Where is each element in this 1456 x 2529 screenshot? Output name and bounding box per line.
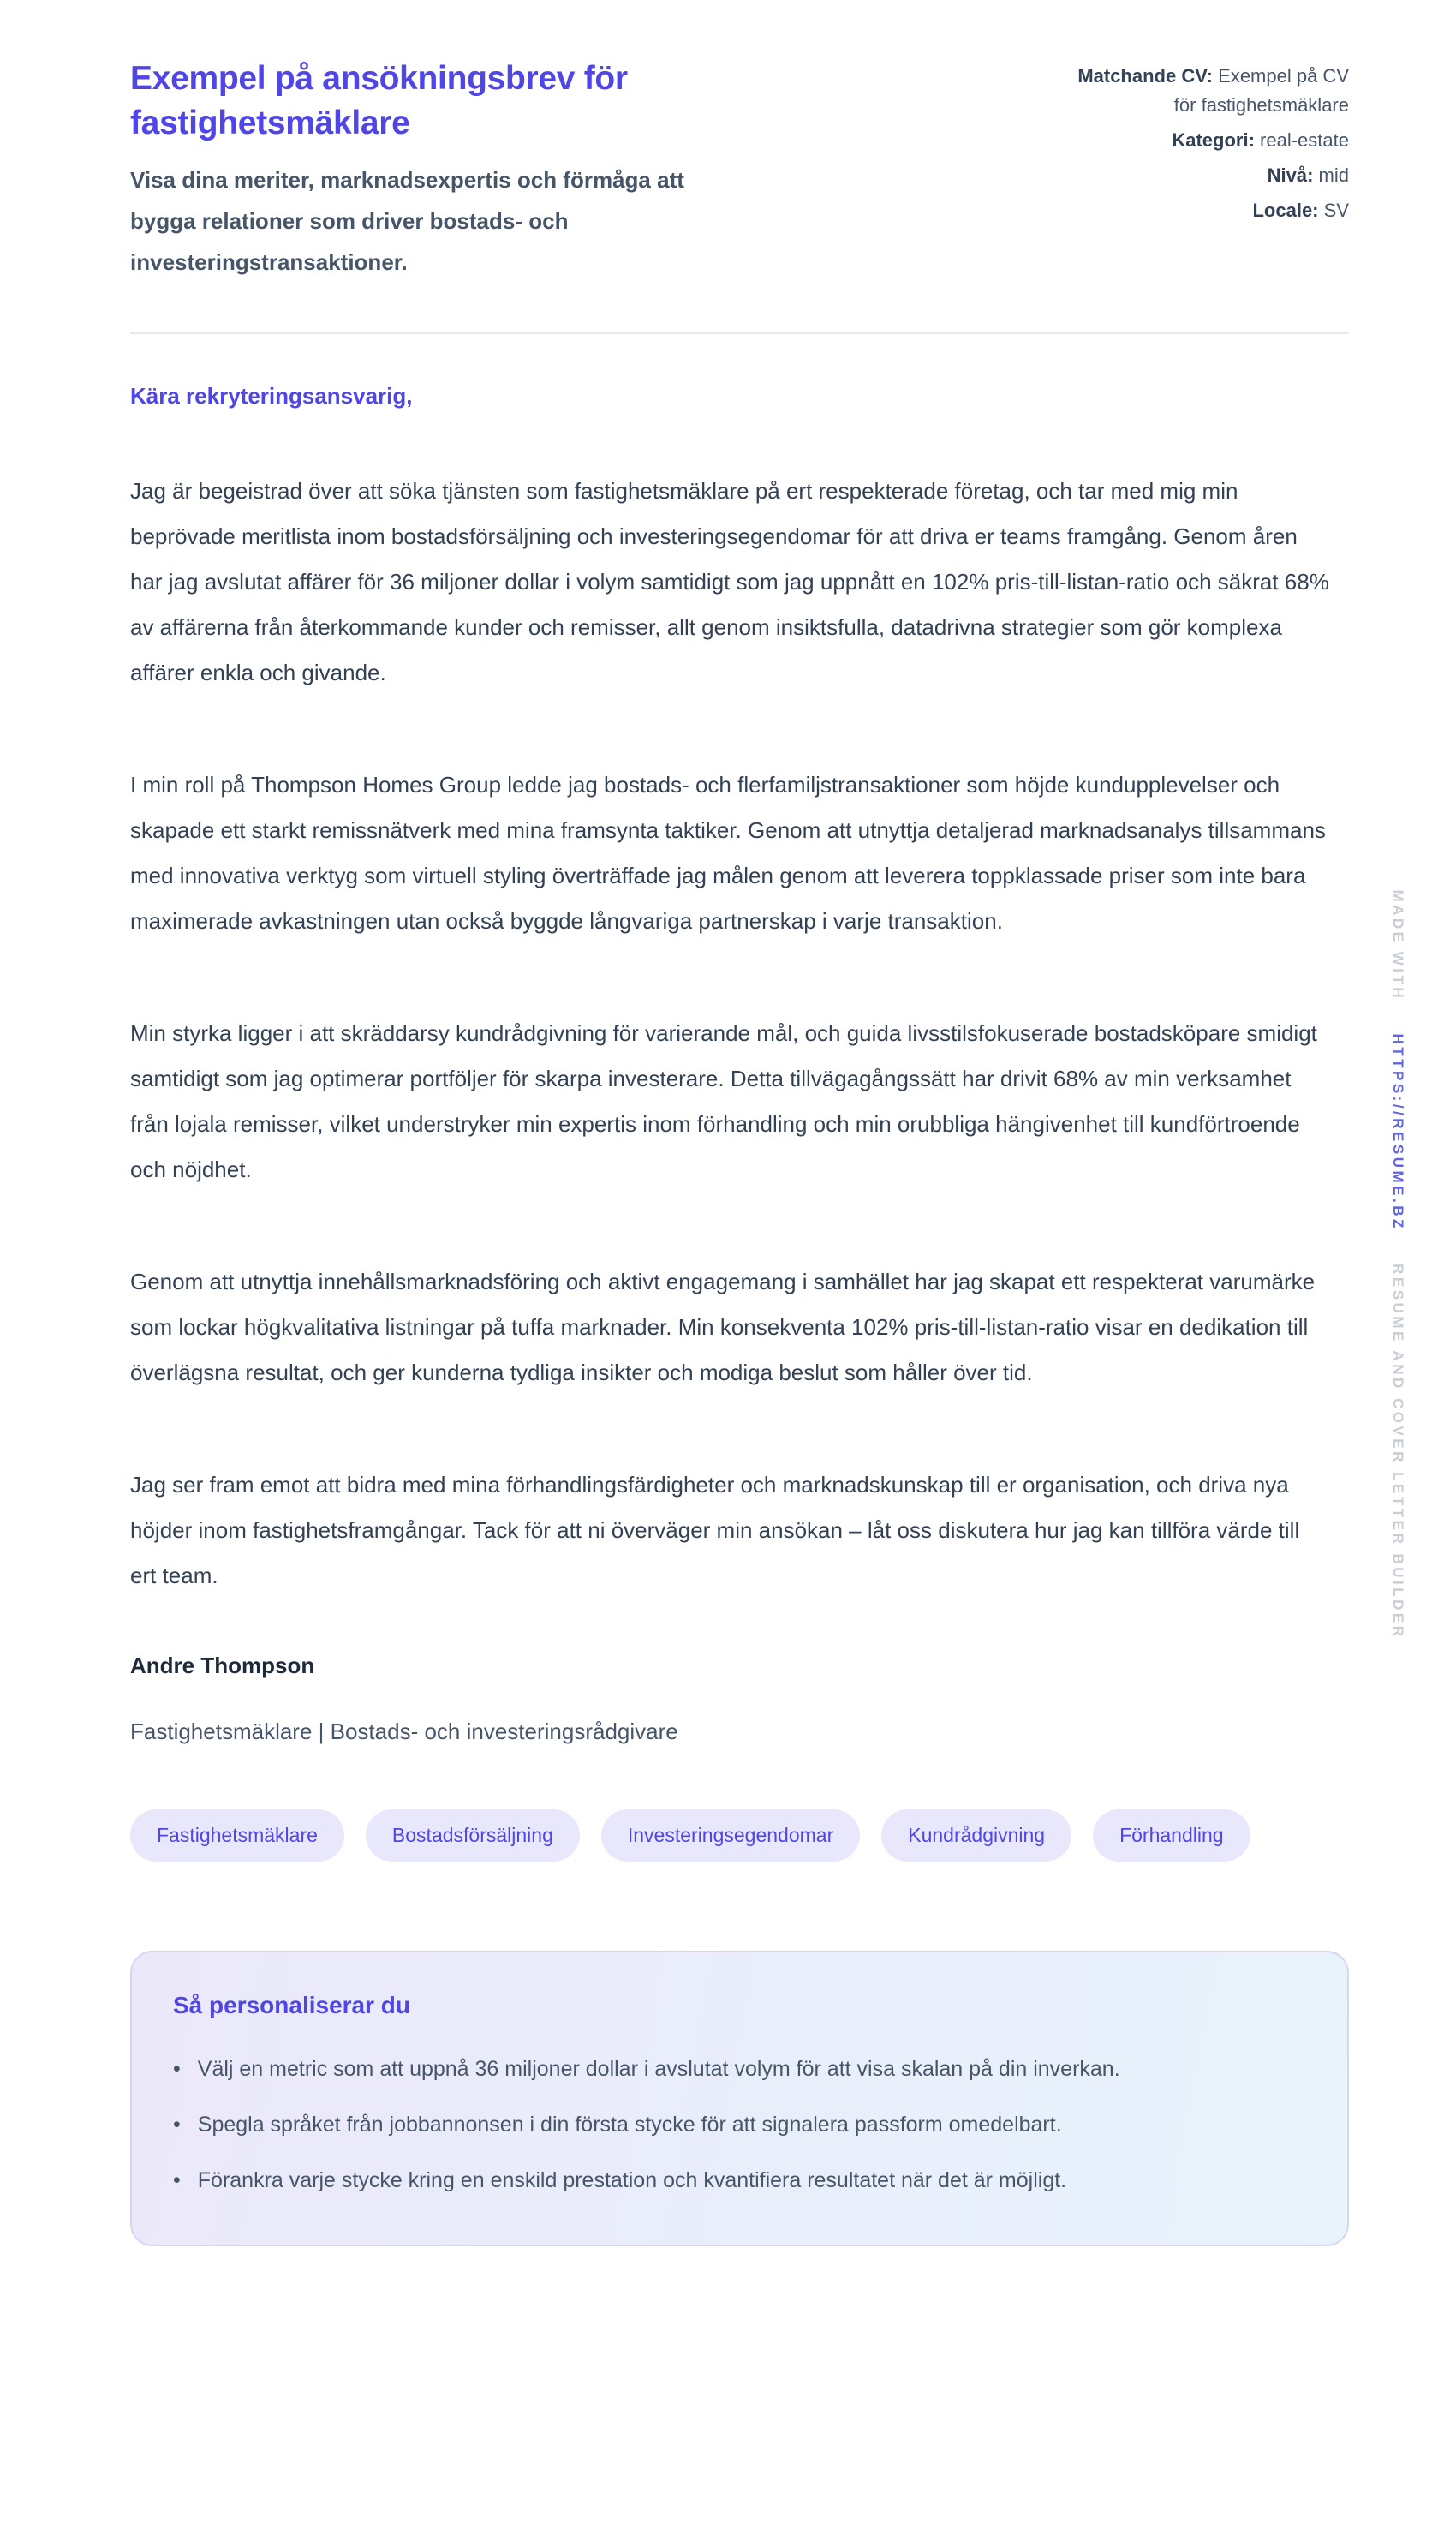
- meta-panel: [1066, 62, 1349, 231]
- made-with-watermark: [1389, 889, 1406, 1639]
- tips-list: [173, 2048, 1306, 2202]
- meta-level: [1066, 161, 1349, 190]
- page-header: [130, 57, 1349, 283]
- tip-item: [173, 2104, 1306, 2146]
- personalization-tips-box: [130, 1951, 1349, 2246]
- tag-pill-fastighetsmaklare[interactable]: Fastighetsmäklare: [130, 1809, 344, 1862]
- cover-letter: [130, 374, 1349, 1755]
- letter-paragraph: Jag är begeistrad över att söka tjänsten som fastighetsmäklare på ert respekterade företag, och tar med mig min beprövade meritlista inom bostadsförsäljning och investeringsegendomar för att driva er teams framgång. Genom åren har jag avslutat affärer för 36 miljoner dollar i volym samtidigt som jag uppnått en 102% pris-till-listan-ratio och säkrat 68% av affärerna från återkommande kunder och remisser, allt genom insiktsfulla, datadrivna strategier som gör komplexa affärer enkla och givande.: [130, 478, 1329, 685]
- meta-category-label: Kategori:: [1172, 129, 1255, 151]
- tip-text: Spegla språket från jobbannonsen i din första stycke för att signalera passform omedelbart.: [197, 2113, 1062, 2137]
- meta-level-value: mid: [1318, 164, 1349, 186]
- letter-paragraph: Jag ser fram emot att bidra med mina förhandlingsfärdigheter och marknadskunskap till er organisation, och driva nya höjder inom fastighetsframgångar. Tack för att ni överväger min ansökan – låt oss diskutera hur jag kan tillföra värde till ert team.: [130, 1472, 1300, 1588]
- page-subtitle: Visa dina meriter, marknadsexpertis och förmåga att bygga relationer som driver bostads- och investeringstransaktioner.: [130, 167, 684, 275]
- meta-locale-label: Locale:: [1252, 200, 1319, 221]
- meta-matching-cv-value: Exempel på CV för fastighetsmäklare: [1173, 65, 1349, 116]
- watermark-made-with: MADE WITH: [1390, 889, 1406, 1001]
- tag-list: [130, 1809, 1349, 1862]
- meta-matching-cv: [1066, 62, 1349, 120]
- meta-matching-cv-label: Matchande CV:: [1077, 65, 1214, 87]
- letter-paragraph: Min styrka ligger i att skräddarsy kundrådgivning för varierande mål, och guida livsstilsfokuserade bostadsköpare smidigt samtidigt som jag optimerar portföljer för skarpa investerare. Detta tillvägagångssätt har drivit 68% av min verksamhet från lojala remisser, vilket understryker min expertis inom förhandling och min orubbliga hängivenhet till kundförtroende och nöjdhet.: [130, 1020, 1317, 1182]
- tip-item: [173, 2048, 1306, 2090]
- tag-pill-bostadsforsaljning[interactable]: Bostadsförsäljning: [366, 1809, 580, 1862]
- watermark-tagline: RESUME AND COVER LETTER BUILDER: [1390, 1264, 1406, 1640]
- meta-category: [1066, 126, 1349, 155]
- tip-text: Förankra varje stycke kring en enskild prestation och kvantifiera resultatet när det är möjligt.: [197, 2168, 1067, 2192]
- header-left: [130, 57, 781, 283]
- header-divider: [130, 332, 1349, 334]
- tag-pill-forhandling[interactable]: Förhandling: [1093, 1809, 1250, 1862]
- letter-paragraph: I min roll på Thompson Homes Group ledde jag bostads- och flerfamiljstransaktioner som höjde kundupplevelser och skapade ett starkt remissnätverk med mina framsynta taktiker. Genom att utnyttja detaljerad marknadsanalys tillsammans med innovativa verktyg som virtuell styling överträffade jag målen genom att leverera toppklassade priser som inte bara maximerade avkastningen utan också byggde långvariga partnerskap i varje transaktion.: [130, 772, 1326, 934]
- bullet-icon: •: [173, 2113, 181, 2137]
- meta-level-label: Nivå:: [1267, 164, 1314, 186]
- letter-paragraph: Genom att utnyttja innehållsmarknadsföring och aktivt engagemang i samhället har jag skapat ett respekterat varumärke som lockar högkvalitativa listningar på tuffa marknader. Min konsekventa 102% pris-till-listan-ratio visar en dedikation till överlägsna resultat, och ger kunderna tydliga insikter och modiga beslut som håller över tid.: [130, 1269, 1316, 1385]
- page-content: [130, 57, 1349, 2246]
- meta-locale-value: SV: [1323, 200, 1349, 221]
- signature-title: Fastighetsmäklare | Bostads- och investeringsrådgivare: [130, 1719, 678, 1744]
- tips-heading: Så personaliserar du: [173, 1992, 411, 2018]
- watermark-resume-bz-link[interactable]: HTTPS://RESUME.BZ: [1390, 1033, 1406, 1231]
- meta-locale: [1066, 196, 1349, 225]
- tag-pill-investeringsegendomar[interactable]: Investeringsegendomar: [601, 1809, 860, 1862]
- tag-pill-kundradgivning[interactable]: Kundrådgivning: [881, 1809, 1071, 1862]
- tip-text: Välj en metric som att uppnå 36 miljoner dollar i avslutat volym för att visa skalan på din inverkan.: [197, 2057, 1120, 2081]
- bullet-icon: •: [173, 2168, 181, 2192]
- letter-greeting: Kära rekryteringsansvarig,: [130, 383, 413, 409]
- bullet-icon: •: [173, 2057, 181, 2081]
- tip-item: [173, 2160, 1306, 2202]
- signature-name: Andre Thompson: [130, 1653, 315, 1678]
- meta-category-value: real-estate: [1260, 129, 1349, 151]
- page-title: Exempel på ansökningsbrev för fastighetsmäklare: [130, 60, 628, 141]
